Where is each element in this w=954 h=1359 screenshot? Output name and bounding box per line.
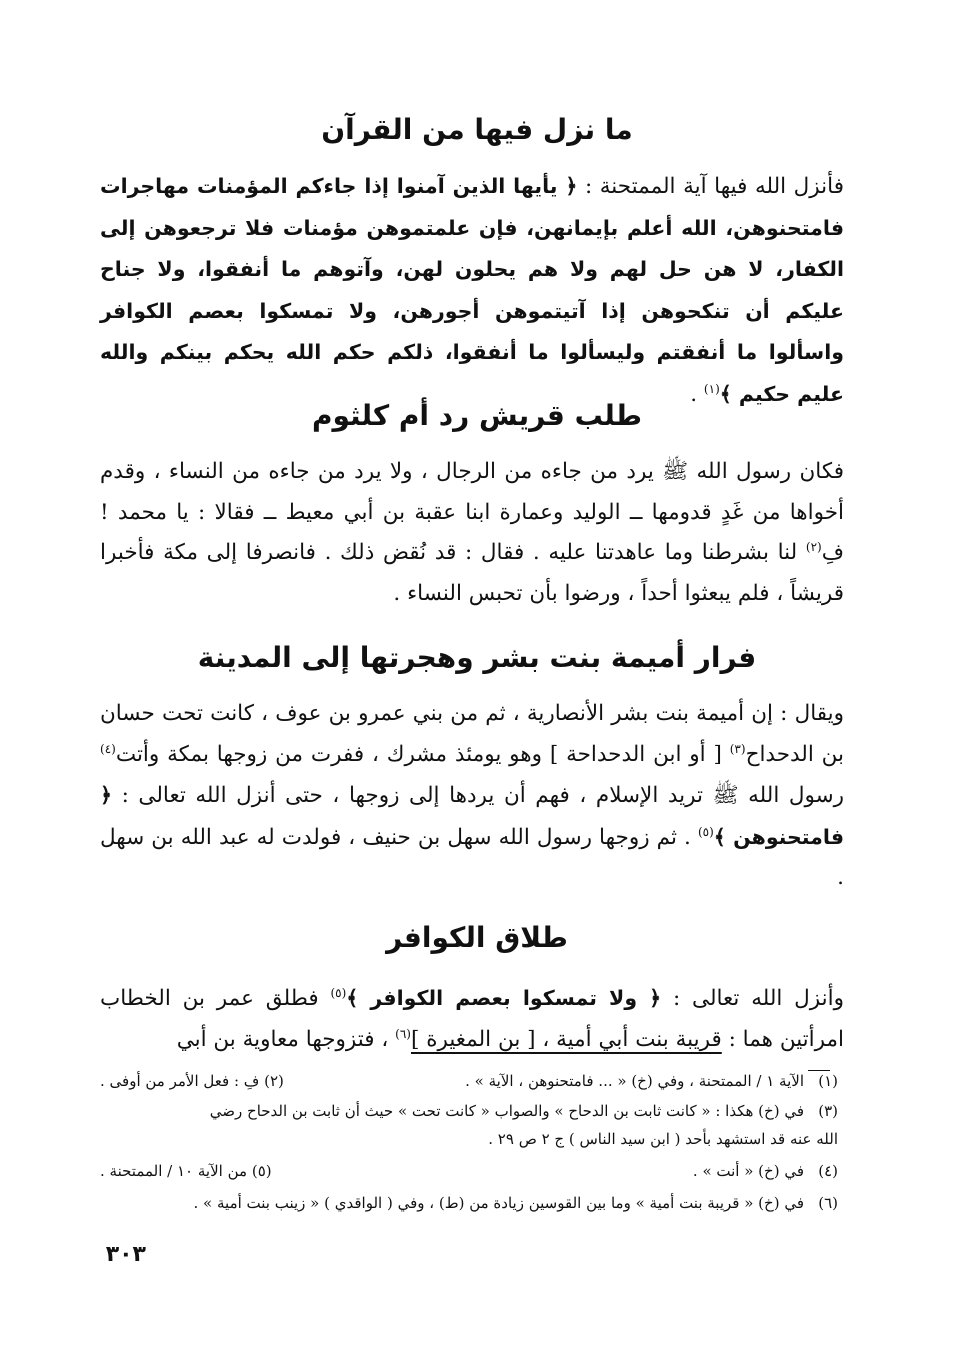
paragraph-quraysh	[100, 452, 844, 614]
footnote-row-1-2	[100, 1070, 838, 1092]
footnote-ref: (٤)	[100, 741, 116, 756]
footnote-ref: (٦)	[395, 1026, 411, 1041]
page-number: ٣٠٣	[105, 1242, 146, 1267]
footnote-number: (٣)	[818, 1102, 838, 1120]
paragraph-divorce	[100, 978, 844, 1060]
footnote-row-4-5	[100, 1160, 838, 1182]
quran-verse: ﴿ يأيها الذين آمنوا إذا جاءكم المؤمنات مهاجرات فامتحنوهن، الله أعلم بإيمانهن، فإن علمتموهن مؤمنات فلا ترجعوهن إلى الكفار، لا هن حل لهم ولا هم يحلون لهن، وآتوهم ما أنفقوا، ولا جناح عليكم أن تنكحوهن إذا آتيتموهن أجورهن، ولا تمسكوا بعصم الكوافر واسألوا ما أنفقتم وليسألوا ما أنفقوا، ذلكم حكم الله يحكم بينكم والله عليم حكيم ﴾	[100, 174, 844, 406]
footnote-6	[100, 1192, 838, 1214]
paragraph-text: فأنزل الله فيها آية الممتحنة :	[577, 174, 844, 199]
section-heading-umayma: فرار أميمة بنت بشر وهجرتها إلى المدينة	[197, 641, 757, 674]
paragraph-text: . ثم زوجها رسول الله سهل بن حنيف ، فولدت له عبد الله بن سهل .	[100, 824, 844, 890]
footnote-ref: (٥)	[697, 824, 714, 839]
quran-verse: ﴿ فامتحنوهن ﴾	[100, 783, 844, 849]
footnote-number: (٤)	[818, 1162, 838, 1180]
footnote-text: في (خ) « أنت » .	[692, 1162, 804, 1180]
paragraph-text: فطلق عمر بن الخطاب امرأتين هما :	[100, 986, 844, 1052]
quran-verse: ﴿ ولا تمسكوا بعصم الكوافر ﴾	[346, 986, 662, 1010]
footnote-text: في (خ) هكذا : « كانت ثابت بن الدحاح » والصواب « كانت تحت » حيث أن ثابت بن الدحاح رضي	[209, 1102, 804, 1120]
paragraph-text: ويقال : إن أميمة بنت بشر الأنصارية ، ثم من بني عمرو بن عوف ، كانت تحت حسان بن الدحداح	[100, 701, 845, 767]
paragraph-text: فكان رسول الله ﷺ يرد من جاءه من الرجال ، ولا يرد من جاءه من النساء ، وقدم أخواها من غَدٍ قدومها ــ الوليد وعمارة ابنا عقبة بن أبي معيط ــ فقالا : يا محمد ! فِ	[100, 459, 844, 565]
underlined-names: قريبة بنت أبي أمية ، [ بن المغيرة ]	[410, 1026, 722, 1052]
paragraph-text: [ أو ابن الدحداحة ] وهو يومئذ مشرك ، ففرت من زوجها بمكة وأتت	[115, 741, 730, 767]
section-heading-divorce: طلاق الكوافر	[386, 921, 568, 954]
footnote-number: (١)	[818, 1072, 838, 1090]
footnote-text: (٢) فِ : فعل الأمر من أوفى .	[100, 1072, 284, 1090]
footnote-number: (٦)	[818, 1194, 838, 1212]
paragraph-text: ، فتزوجها معاوية بن أبي	[176, 1026, 396, 1052]
footnote-text: في (خ) « قريبة بنت أمية » وما بين القوسين زيادة من (ط) ، وفي ( الواقدي ) « زينب بنت أمية » .	[193, 1194, 804, 1212]
footnote-ref: (٢)	[805, 539, 822, 554]
footnote-text: الآية ١ / الممتحنة ، وفي (خ) « ... فامتحنوهن ، الآية » .	[465, 1072, 804, 1090]
footnote-3	[100, 1100, 838, 1122]
footnote-ref: (١)	[703, 381, 720, 396]
footnote-ref: (٣)	[729, 741, 746, 756]
paragraph-text: رسول الله ﷺ تريد الإسلام ، فهم أن يردها إلى زوجها ، حتى أنزل الله تعالى :	[112, 783, 844, 808]
paragraph-text: .	[690, 381, 704, 407]
footnote-3-continued: الله عنه قد استشهد بأحد ( ابن سيد الناس ) ج ٢ ص ٢٩ .	[488, 1130, 838, 1148]
section-heading-quran: ما نزل فيها من القرآن	[321, 113, 633, 146]
paragraph-text: وأنزل الله تعالى :	[661, 986, 844, 1011]
paragraph-text: لنا بشرطنا وما عاهدتنا عليه . فقال : قد نُقض ذلك . فانصرفا إلى مكة فأخبرا قريشاً ، فلم يبعثوا أحداً ، ورضوا بأن تحبس النساء .	[100, 540, 844, 606]
section-heading-quraysh: طلب قريش رد أم كلثوم	[311, 399, 643, 432]
paragraph-umayma	[100, 694, 844, 899]
footnote-ref: (٥)	[330, 985, 347, 1000]
footnote-text: (٥) من الآية ١٠ / الممتحنة .	[100, 1162, 272, 1180]
paragraph-quran-verse	[100, 166, 844, 415]
